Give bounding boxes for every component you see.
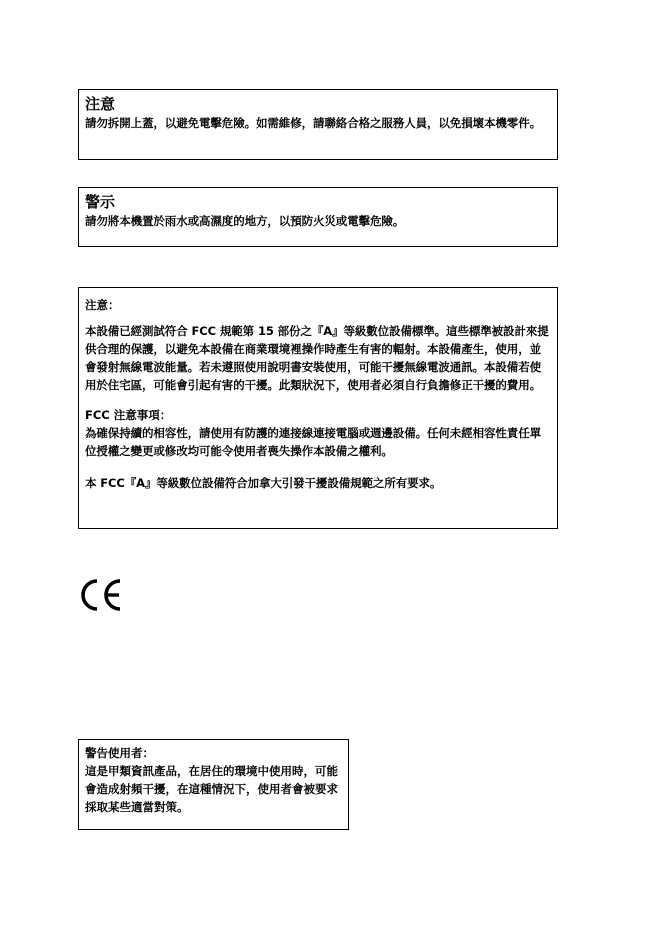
user-warning-box bbox=[78, 739, 349, 830]
fcc-paragraph-1: 本設備已經測試符合 FCC 規範第 15 部份之『A』等級數位設備標準。這些標準被設計來提供合理的保護，以避免本設備在商業環境裡操作時產生有害的輻射。本設備產生，使用，並會發射無線電波能量。若未遵照使用說明書安裝使用，可能干擾無線電波通訊。本設備若使用於住宅區，可能會引起有害的干擾。此類狀況下，使用者必須自行負擔修正干擾的費用。 bbox=[85, 324, 549, 392]
fcc-paragraph-2: 為確保持續的相容性，請使用有防護的連接線連接電腦或週邊設備。任何未經相容性責任單位授權之變更或修改均可能令使用者喪失操作本設備之權利。 bbox=[85, 426, 541, 458]
fcc-paragraph-3: 本 FCC『A』等級數位設備符合加拿大引發干擾設備規範之所有要求。 bbox=[85, 476, 442, 490]
user-warning-text: 這是甲類資訊產品，在居住的環境中使用時，可能會造成射頻干擾，在這種情況下，使用者會被要求採取某些適當對策。 bbox=[85, 764, 338, 814]
fcc-notice-box bbox=[78, 287, 558, 529]
caution-box bbox=[78, 89, 558, 160]
caution-text: 請勿拆開上蓋，以避免電擊危險。如需維修，請聯絡合格之服務人員，以免損壞本機零件。 bbox=[85, 116, 541, 130]
fcc-notice-title: 注意： bbox=[85, 298, 120, 312]
fcc-subtitle: FCC 注意事項： bbox=[85, 408, 172, 422]
caution-title: 注意 bbox=[85, 95, 116, 113]
ce-mark-icon bbox=[80, 578, 124, 612]
warning-text: 請勿將本機置於雨水或高濕度的地方，以預防火災或電擊危險。 bbox=[85, 214, 405, 228]
user-warning-title: 警告使用者： bbox=[85, 746, 154, 760]
warning-title: 警示 bbox=[85, 193, 116, 211]
warning-box bbox=[78, 187, 558, 247]
